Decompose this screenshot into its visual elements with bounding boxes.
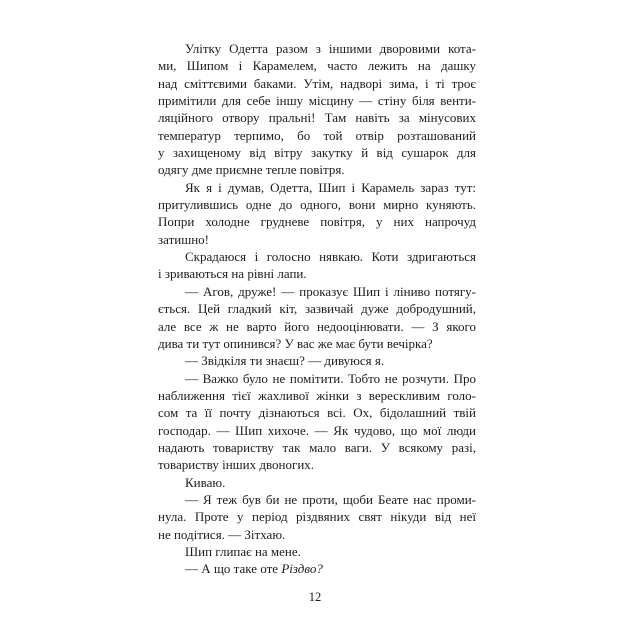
text-line: товариству інших двоногих. <box>158 457 315 473</box>
text-line: — Звідкіля ти знаєш? — дивуюся я. <box>185 353 385 369</box>
text-line: температур терпимо, бо той отвір розташований <box>158 127 476 143</box>
text-line: дива ти тут опинився? У вас же має бути вечірка? <box>158 335 433 351</box>
text-line: Улітку Одетта разом з іншими дворовими кота- <box>185 41 476 56</box>
text-line: нула. Проте у період різдвяних свят нікуди від неї <box>158 509 476 525</box>
text-line: — Важко було не помітити. Тобто не розчути. Про <box>185 370 476 386</box>
text-line: господар. — Шип хихоче. — Як чудово, що мої люди <box>158 422 476 438</box>
text-line: наближення тієї жахливої жінки з верескливим голо- <box>158 387 476 403</box>
text-line: — Я теж був би не проти, щоби Беате нас проми- <box>185 491 476 507</box>
text-line: Попри холодне грудневе повітря, у них напрочуд <box>158 214 476 230</box>
paragraph-final-dialogue <box>158 560 476 577</box>
text-line: Як я і думав, Одетта, Шип і Карамель зараз тут: <box>185 179 476 195</box>
page-number: 12 <box>308 590 322 604</box>
text-line: ми, Шипом і Карамелем, часто лежить на дашку <box>158 58 476 74</box>
text-line: надають товариству так мало ваги. У всякому разі, <box>158 439 476 455</box>
page-text-block <box>158 40 476 578</box>
text-line: і зриваються на рівні лапи. <box>158 266 307 282</box>
text-line: не подітися. — Зітхаю. <box>158 526 286 542</box>
text-line: затишно! <box>158 231 210 247</box>
text-line: ляційного отвору пральні! Там навіть за мінусових <box>158 110 476 126</box>
final-line-regular-text: — А що таке оте <box>185 561 282 577</box>
text-line: над сміттєвими баками. Утім, надворі зима, і ті троє <box>158 75 476 91</box>
text-line: — Агов, друже! — проказує Шип і ліниво потягу- <box>185 283 476 299</box>
text-line: ється. Цей гладкий кіт, зазвичай дуже добродушний, <box>158 301 476 317</box>
text-line: але все ж не варто його недооцінювати. — З якого <box>158 318 476 334</box>
text-line: Шип глипає на мене. <box>185 543 301 559</box>
text-line: Скрадаюся і голосно нявкаю. Коти здригаються <box>185 249 476 265</box>
text-line: одягу дме приємне тепле повітря. <box>158 162 345 178</box>
text-line: сом та її почту дізнаються всі. Ох, бідолашний твій <box>158 405 476 421</box>
paragraphs-container <box>158 40 476 560</box>
final-line-italic-word: Різдво? <box>281 561 323 577</box>
text-line: примітили для себе іншу місцину — стіну біля венти- <box>158 93 476 109</box>
text-line: притулившись одне до одного, вони мирно куняють. <box>158 197 476 213</box>
text-line: Киваю. <box>185 474 226 490</box>
text-line: у захищеному від вітру закутку й від сушарок для <box>158 145 476 161</box>
